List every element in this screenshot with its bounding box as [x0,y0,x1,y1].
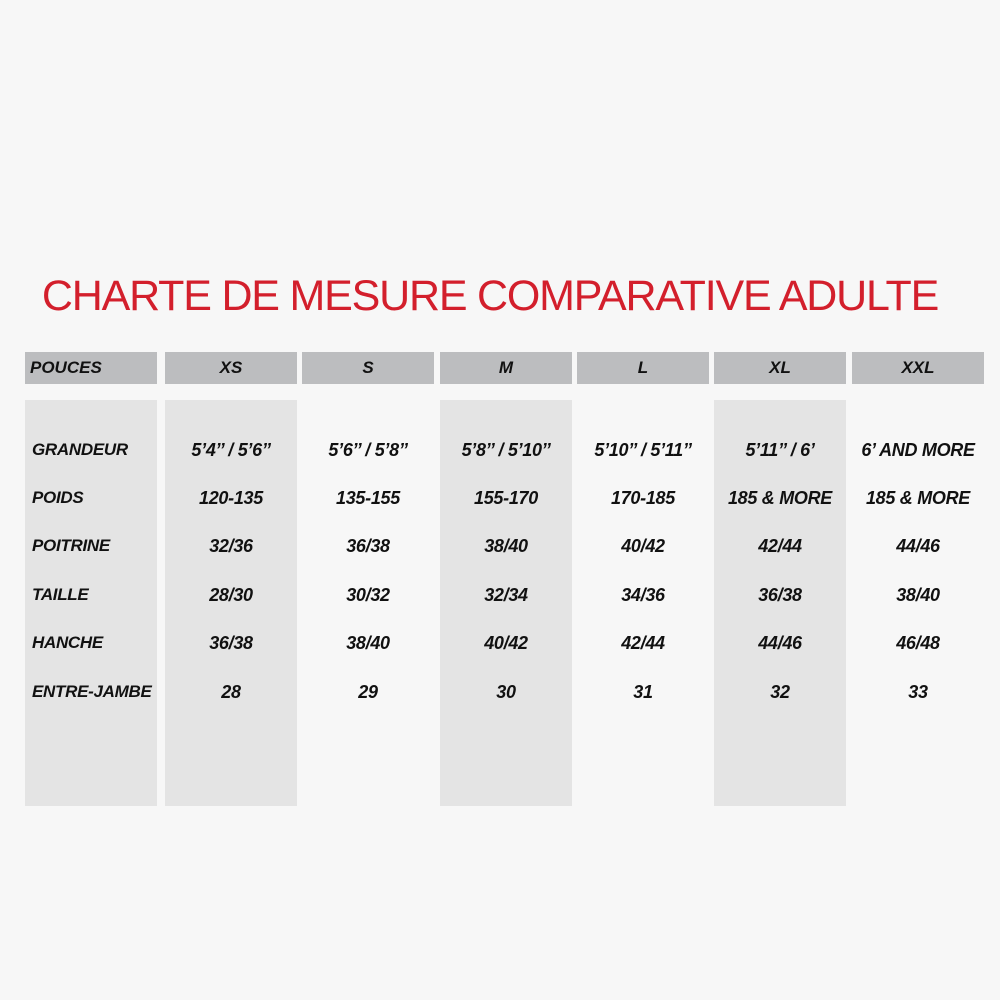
table-cell: 5’11’’ / 6’ [745,439,815,460]
header-size-s: S [302,352,434,384]
table-cell: 185 & MORE [727,487,833,508]
row-label-taille: TAILLE [32,585,89,604]
header-size-xxl: XXL [852,352,984,384]
header-unit: POUCES [25,352,157,384]
table-cell: 36/38 [758,584,802,605]
table-cell: 5’10’’ / 5’11’’ [594,439,692,460]
table-cell: 120-135 [199,487,263,508]
table-cell: 29 [358,681,378,702]
table-cell: 32/36 [209,535,253,556]
table-cell: 5’4’’ / 5’6’’ [191,439,271,460]
table-cell: 42/44 [758,535,802,556]
table-cell: 44/46 [896,535,940,556]
table-cell: 31 [633,681,653,702]
table-cell: 5’6’’ / 5’8’’ [328,439,408,460]
chart-title: CHARTE DE MESURE COMPARATIVE ADULTE [41,272,939,320]
table-cell: 40/42 [621,535,665,556]
table-cell: 170-185 [611,487,675,508]
header-size-xs: XS [165,352,297,384]
header-size-l: L [577,352,709,384]
table-cell: 6’ AND MORE [861,439,975,460]
table-cell: 28/30 [209,584,253,605]
row-label-hanche: HANCHE [32,633,103,652]
header-size-xl: XL [714,352,846,384]
table-cell: 5’8’’ / 5’10’’ [461,439,551,460]
row-label-entre-jambe: ENTRE-JAMBE [32,682,152,701]
row-label-grandeur: GRANDEUR [32,440,128,459]
table-cell: 36/38 [209,632,253,653]
table-cell: 32 [770,681,790,702]
table-cell: 32/34 [484,584,528,605]
table-cell: 38/40 [346,632,390,653]
table-cell: 28 [221,681,241,702]
row-label-poitrine: POITRINE [32,536,110,555]
table-cell: 36/38 [346,535,390,556]
table-cell: 135-155 [336,487,400,508]
table-cell: 33 [908,681,928,702]
table-cell: 46/48 [896,632,940,653]
header-size-m: M [440,352,572,384]
table-cell: 38/40 [484,535,528,556]
table-cell: 40/42 [484,632,528,653]
table-cell: 185 & MORE [865,487,971,508]
table-cell: 34/36 [621,584,665,605]
table-cell: 42/44 [621,632,665,653]
table-cell: 155-170 [474,487,538,508]
row-label-poids: POIDS [32,488,84,507]
table-cell: 30/32 [346,584,390,605]
table-cell: 30 [496,681,516,702]
table-cell: 38/40 [896,584,940,605]
table-cell: 44/46 [758,632,802,653]
